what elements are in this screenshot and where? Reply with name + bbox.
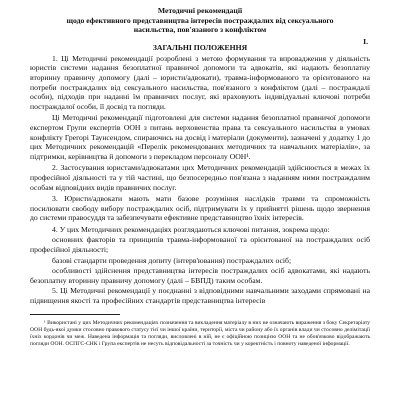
list-item: особливості здійснення представництва інтересів постраждалих осіб адвокатами, які надають безоплатну вторинну правничу допомогу (далі – БВПД) таким особам. [30, 266, 370, 285]
paragraph-5: 5. Ці Методичні рекомендації у поєднанні з відповідними навчальними заходами спрямовані на підвищення якості та професійних стандартів представництва інтересів [30, 286, 370, 306]
paragraph-1-continued: Ці Методичні рекомендації підготовлені для системи надання безоплатної правничої допомоги експертом Групи експертів ООН з питань верховенства права та сексуального насильства в умовах конфлікту Грегорі Таунсендом, спираючись на досвід і матеріали (документи), зазначені у додатку 1 до цих Методичних рекомендацій «Перелік рекомендованих методичних та навчальних матеріалів», за підтримки, керівництва й допомоги з перекладом персоналу ООН¹. [30, 113, 370, 161]
list-item: базові стандарти проведення допиту (інтерв'ювання) постраждалих осіб; [52, 255, 292, 265]
paragraph-3: 3. Юристи/адвокати мають мати базове розуміння наслідків травми та спроможність посилювати свободу вибору постраждалих осіб, підтримувати їх у прийнятті рішень щодо звернення до системи правосуддя та забезпечувати ефективне представництво їхніх інтересів. [30, 194, 370, 223]
footnote-separator [30, 314, 120, 315]
paragraph-1: 1. Ці Методичні рекомендації розроблені з метою формування та впровадження у діяльність юристів системи надання безоплатної правничої допомоги та адвокатів, які надають безоплатну вторинну правничу допомогу (далі – юристи/адвокати), травма-інформованого та орієнтованого на потреби постраждалих від сексуального насильства, пов'язаного з конфліктом (далі – постраждалі особи), підходів при наданні їм правничих послуг, які враховують індивідуальні ключові потреби постраждалої особи, її досвід та погляди. [30, 53, 370, 111]
paragraph-2: 2. Застосування юристами/адвокатами цих Методичних рекомендацій здійснюється в межах їх професійної діяльності та у тій частині, що безпосередньо пов'язана з наданням ними постраждалим особам відповідних видів правничих послуг. [30, 163, 370, 192]
title-line: щодо ефективного представництва інтересів постраждалих від сексуального [66, 15, 334, 25]
title-line: насильства, пов'язаного з конфліктом [133, 25, 267, 35]
section-title: ЗАГАЛЬНІ ПОЛОЖЕННЯ [152, 42, 248, 52]
footnote: ¹ Використані у цих Методичних рекомендаціях позначення та викладення матеріалу в них не означають вираження з боку Секретаріату ООН будь-якої думки стосовно правового статусу тієї чи іншої країни, території, міста чи району або їх органів влади чи стосовно делімітації їхніх кордонів чи меж. Наведена інформація та погляди, висловлені в ній, не є офіційною позицією ООН та не обов'язково відображають погляди ООН. ОСПГС-СНК і Група експертів не несуть відповідальності за точність чи у коректність і повноту наведеної інформації. [30, 319, 370, 348]
paragraph-4: 4. У цих Методичних рекомендаціях розглядаються ключові питання, зокрема щодо: [52, 224, 330, 234]
title-line: Методичні рекомендації [157, 6, 243, 15]
document-title [30, 6, 370, 35]
section-heading [30, 37, 370, 54]
section-number: I. [363, 36, 368, 46]
list-item: основних факторів та принципів травма-інформованої та орієнтованої на постраждалих осіб професійної діяльності; [30, 235, 370, 255]
